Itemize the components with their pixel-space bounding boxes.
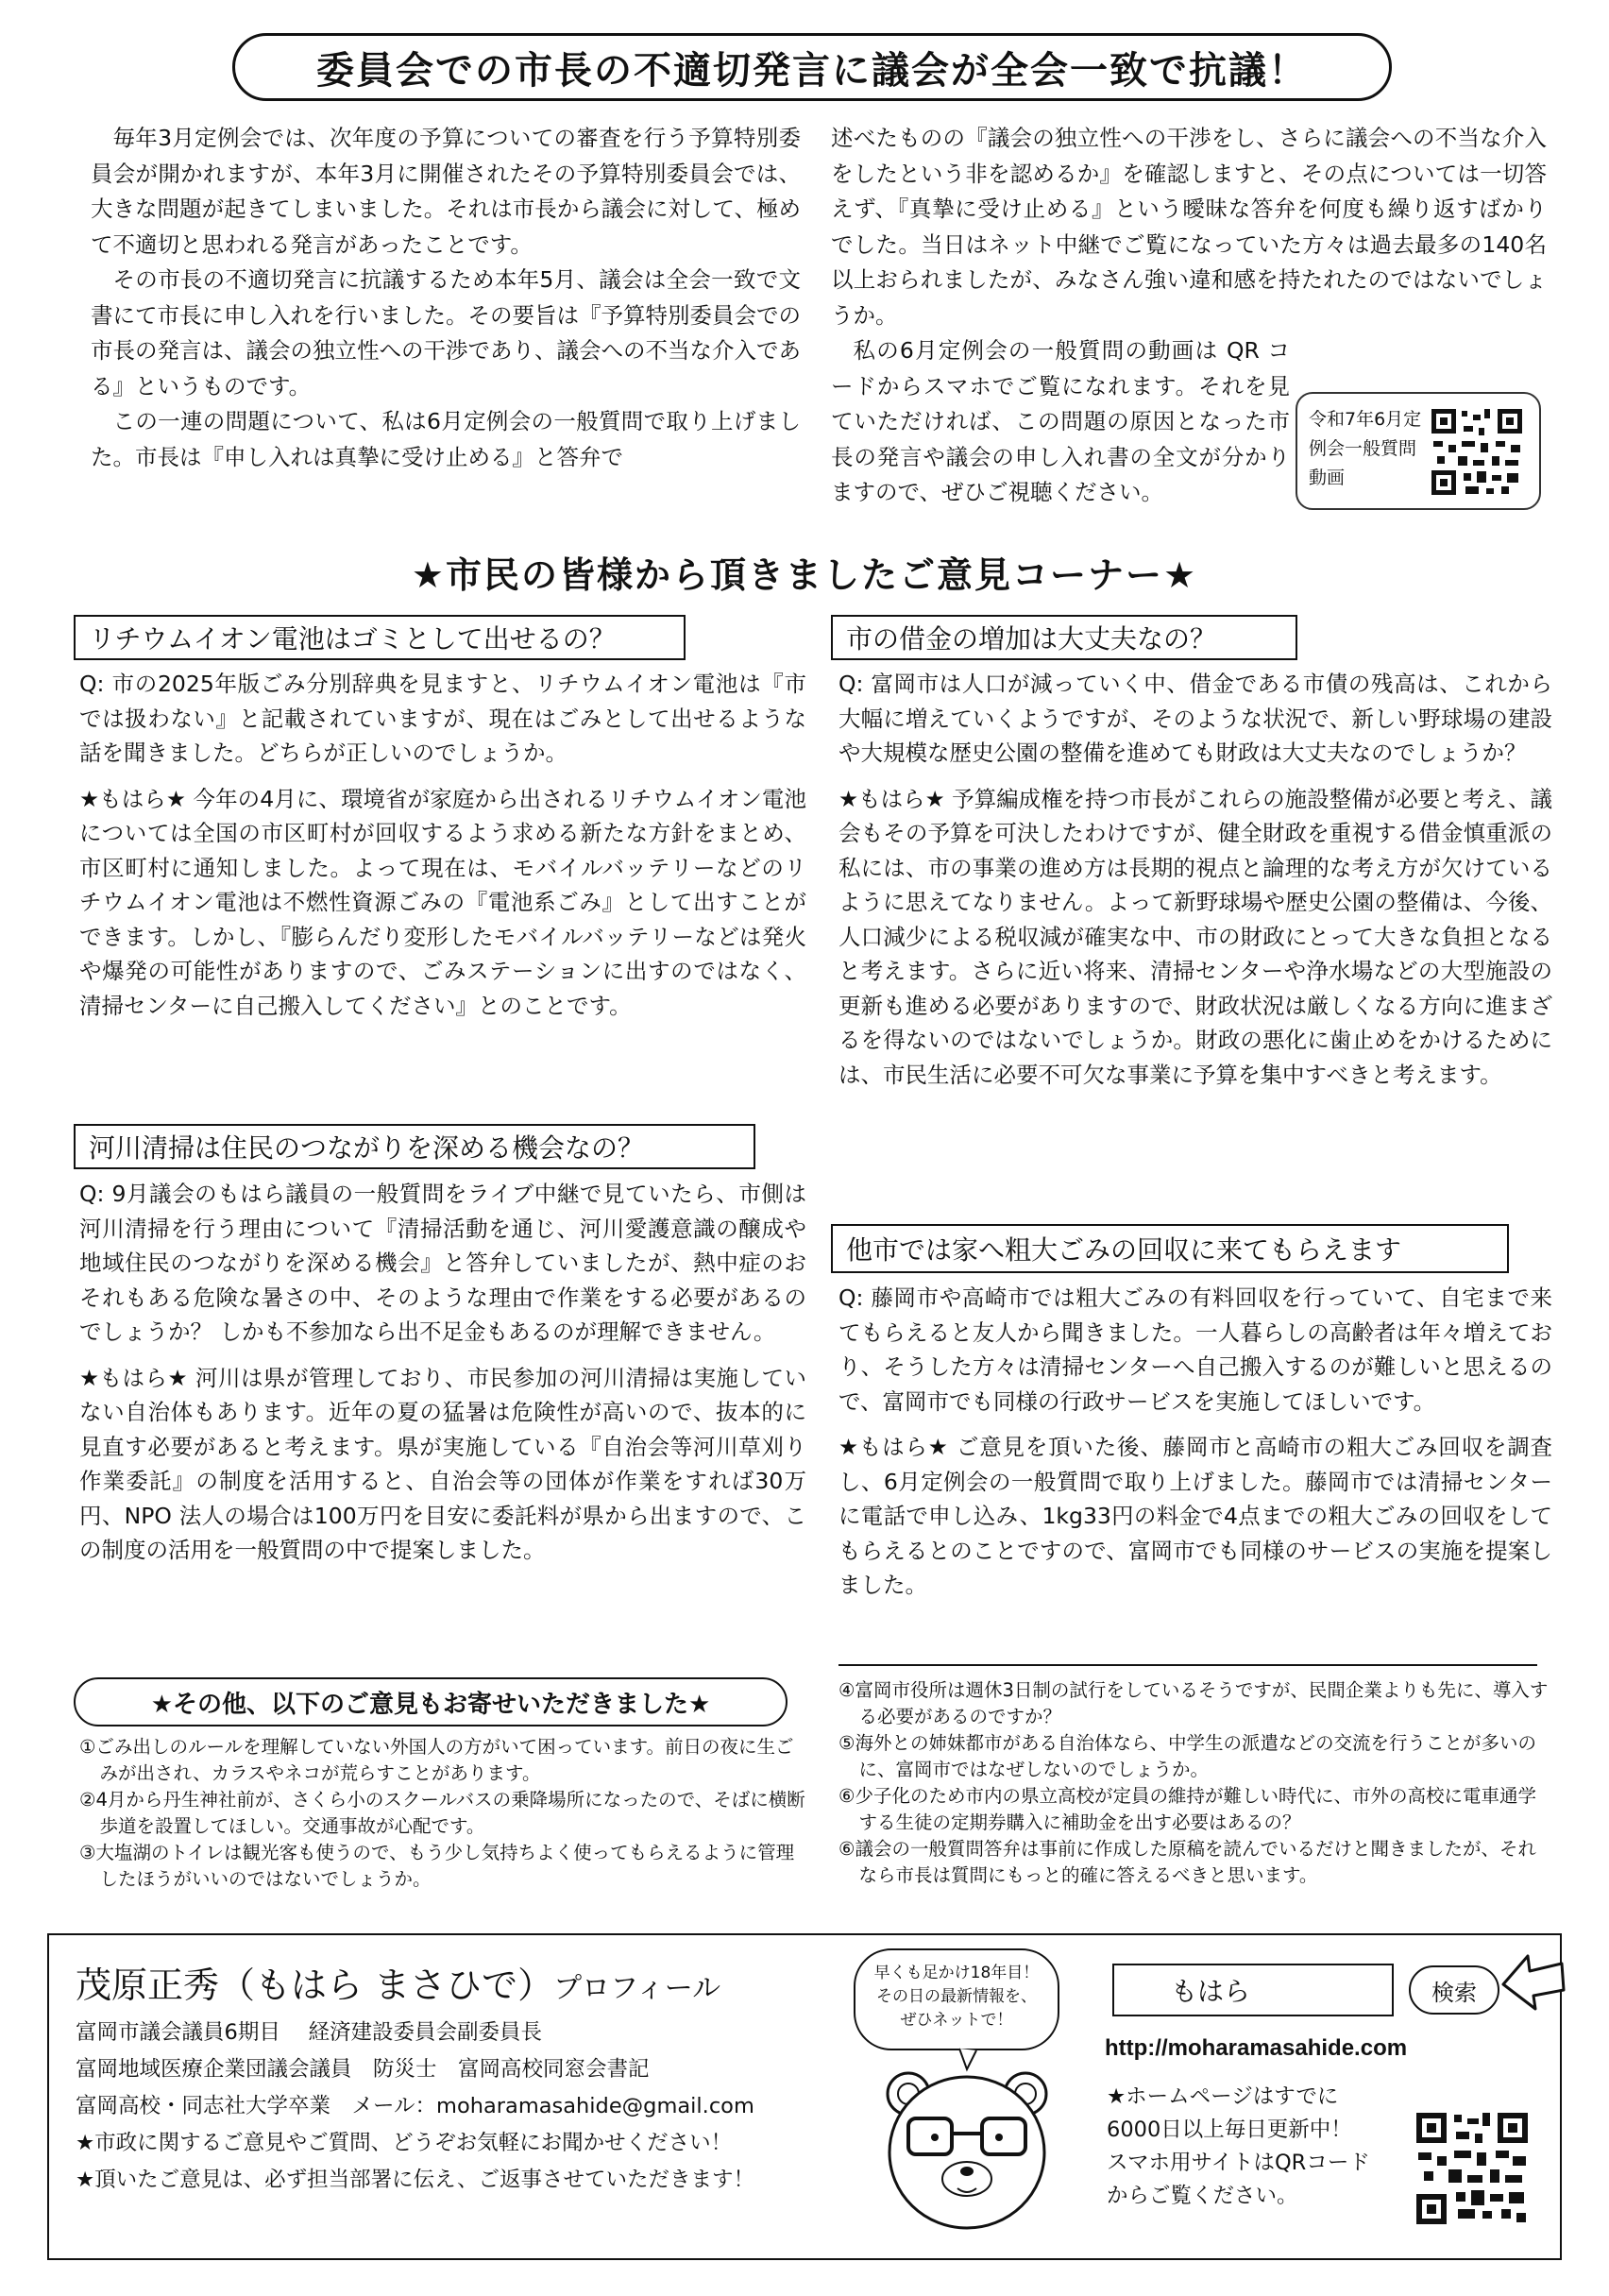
divider <box>838 1664 1537 1666</box>
opinion-answer: ★もはら★ 河川は県が管理しており、市民参加の河川清掃は実施していない自治体もあります。近年の夏の猛暑は危険性が高いので、抜本的に見直す必要があると考えます。県が実施している『自治会等河川草刈り作業委託』の制度を活用すると、自治会等の団体が作業をすれば30万円、NPO 法人の場合は100万円を目安に委託料が県から出ますので、この制度の活用を一般質問の中で提案しました。 <box>79 1364 806 1563</box>
profile-suffix: プロフィール <box>553 1972 721 2005</box>
opinion-answer: ★もはら★ 今年の4月に、環境省が家庭から出されるリチウムイオン電池については全国の市区町村が回収するよう求める新たな方針をまとめ、市区町村に通知しました。よって現在は、モバイルバッテリーなどのリチウムイオン電池は不燃性資源ごみの『電池系ごみ』として出すことができます。しかし、『膨らんだり変形したモバイルバッテリーなどは発火や爆発の可能性がありますので、ごみステーションに出すのではなく、清掃センターに自己搬入してください』とのことです。 <box>79 785 806 1019</box>
qr-label: 令和7年6月定例会一般質問動画 <box>1309 409 1422 488</box>
opinion-block <box>838 1281 1552 1614</box>
qr-spacer-pre <box>1546 333 1547 357</box>
list-item: ⑥議会の一般質問答弁は事前に作成した原稿を読んでいるだけと聞きましたが、それなら市長は質問にもっと的確に答えるべきと思います。 <box>838 1838 1536 1886</box>
opinion-question: Q: 市の2025年版ごみ分別辞典を見ますと、リチウムイオン電池は『市では扱わない』と記載されていますが、現在はごみとして出せるような話を聞きました。どちらが正しいのでしょうか。 <box>79 671 806 766</box>
bubble-line: ぜひネットで！ <box>900 2011 1013 2030</box>
profile-line: ★頂いたご意見は、必ず担当部署に伝え、ご返事させていただきます！ <box>76 2168 755 2192</box>
intro-paragraph: 述べたものの『議会の独立性への干渉をし、さらに議会への不当な介入をしたという非を認めるか』を確認しますと、その点については一切答えず、『真摯に受け止める』という曖昧な答弁を何度も繰り返すばかりでした。当日はネット中継でご覧になっていた方々は過去最多の140名以上おられましたが、みなさん強い違和感を持たれたのではないでしょうか。 <box>831 125 1547 329</box>
profile-details <box>76 2015 888 2199</box>
profile-box <box>47 1933 1562 2260</box>
opinion-heading: 他市では家へ粗大ごみの回収に来てもらえます <box>831 1224 1509 1273</box>
opinion-question: Q: 藤岡市や高崎市では粗大ごみの有料回収を行っていて、自宅まで来てもらえると友人から聞きました。一人暮らしの高齢者は年々増えており、そうした方々は清掃センターへ自己搬入するのが難しいと思えるので、富岡市でも同様の行政サービスを実施してほしいです。 <box>838 1284 1552 1415</box>
others-left-list <box>79 1734 806 1893</box>
homepage-url[interactable]: http://moharamasahide.com <box>1105 2035 1408 2061</box>
note-line: スマホ用サイトはQRコード <box>1107 2151 1370 2175</box>
others-title: ★その他、以下のご意見もお寄せいただきました★ <box>74 1677 788 1726</box>
list-item: ③大塩湖のトイレは観光客も使うので、もう少し気持ちよく使ってもらえるように管理したほうがいいのではないでしょうか。 <box>79 1842 795 1890</box>
search-input[interactable]: もはら <box>1112 1964 1394 2016</box>
homepage-note <box>1107 2081 1409 2213</box>
opinion-heading: 河川清掃は住民のつながりを深める機会なの？ <box>74 1124 755 1169</box>
qr-code-icon[interactable] <box>1430 407 1524 497</box>
note-line: ★ホームページはすでに <box>1107 2084 1339 2109</box>
pointer-arrow-icon <box>1499 1947 1567 2015</box>
profile-line: 富岡地域医療企業団議会議員 防災士 富岡高校同窓会書記 <box>76 2057 650 2082</box>
note-line: からご覧ください。 <box>1107 2184 1298 2208</box>
list-item: ⑤海外との姉妹都市がある自治体なら、中学生の派遣などの交流を行うことが多いのに、富岡市ではなぜしないのでしょうか。 <box>838 1732 1536 1780</box>
qr-code-icon[interactable] <box>1414 2111 1530 2226</box>
list-item: ⑥少子化のため市内の県立高校が定員の維持が難しい時代に、市外の高校に電車通学する生徒の定期券購入に補助金を出す必要はあるの？ <box>838 1785 1536 1833</box>
bear-mascot-icon <box>872 2047 1061 2245</box>
bubble-line: 早くも足かけ18年目！ <box>873 1964 1040 1982</box>
intro-paragraph: その市長の不適切発言に抗議するため本年5月、議会は全会一致で文書にて市長に申し入れを行いました。その要旨は『予算特別委員会での市長の発言は、議会の独立性への干渉であり、議会への不当な介入である』というものです。 <box>91 266 801 400</box>
intro-paragraph: 毎年3月定例会では、次年度の予算についての審査を行う予算特別委員会が開かれますが、本年3月に開催されたその予算特別委員会では、大きな問題が起きてしまいました。それは市長から議会に対して、極めて不適切と思われる発言があったことです。 <box>91 125 801 258</box>
opinion-block <box>79 1177 806 1579</box>
qr-video-card[interactable] <box>1296 392 1541 510</box>
opinion-answer: ★もはら★ 予算編成権を持つ市長がこれらの施設整備が必要と考え、議会もその予算を可決したわけですが、健全財政を重視する借金慎重派の私には、市の事業の進め方は長期的視点と論理的な考え方が欠けているように思えてなりません。よって新野球場や歴史公園の整備は、今後、人口減少による税収減が確実な中、市の財政にとって大きな負担となると考えます。さらに近い将来、清掃センターや浄水場などの大型施設の更新も進める必要がありますので、財政状況は厳しくなる方向に進まざるを得ないのではないでしょうか。財政の悪化に歯止めをかけるためには、市民生活に必要不可欠な事業に予算を集中すべきと考えます。 <box>838 785 1553 1088</box>
speech-bubble <box>854 1948 1059 2050</box>
opinion-block <box>79 667 806 1034</box>
note-line: 6000日以上毎日更新中！ <box>1107 2117 1352 2142</box>
page-title: 委員会での市長の不適切発言に議会が全会一致で抗議！ <box>232 33 1392 101</box>
intro-paragraph: 私の6月定例会の一般質問の動画は QR コードからスマホでご覧になれます。それを見ていただければ、この問題の原因となった市長の発言や議会の申し入れ書の全文が分かりますので、ぜひご視聴ください。 <box>831 337 1290 505</box>
profile-line: 富岡市議会議員6期目 経済建設委員会副委員長 <box>76 2020 542 2045</box>
opinions-title: ★市民の皆様から頂きましたご意見コーナー★ <box>411 554 1198 596</box>
opinion-question: Q: 9月議会のもはら議員の一般質問をライブ中継で見ていたら、市側は河川清掃を行う理由について『清掃活動を通じ、河川愛護意識の醸成や地域住民のつながりを深める機会』と答弁していましたが、熱中症のおそれもある危険な暑さの中、そのような理由で作業をする必要があるのでしょうか？ しかも不参加なら出不足金もあるのが理解できません。 <box>79 1181 806 1345</box>
profile-line: ★市政に関するご意見やご質問、どうぞお気軽にお聞かせください！ <box>76 2131 733 2155</box>
intro-paragraph: この一連の問題について、私は6月定例会の一般質問で取り上げました。市長は『申し入れは真摯に受け止める』と答弁で <box>91 408 801 470</box>
opinion-heading: 市の借金の増加は大丈夫なの？ <box>831 615 1297 660</box>
list-item: ①ごみ出しのルールを理解していない外国人の方がいて困っています。前日の夜に生ごみが出され、カラスやネコが荒らすことがあります。 <box>79 1736 794 1784</box>
list-item: ②4月から丹生神社前が、さくら小のスクールバスの乗降場所になったので、そばに横断歩道を設置してほしい。交通事故が心配です。 <box>79 1789 805 1837</box>
bubble-line: その日の最新情報を、 <box>876 1987 1037 2006</box>
opinion-heading: リチウムイオン電池はゴミとして出せるの？ <box>74 615 686 660</box>
search-button[interactable]: 検索 <box>1409 1965 1499 2015</box>
list-item: ④富岡市役所は週休3日制の試行をしているそうですが、民間企業よりも先に、導入する必要があるのですか？ <box>838 1679 1549 1727</box>
opinion-block <box>838 667 1552 1103</box>
intro-left-column <box>91 121 801 475</box>
profile-title <box>76 1956 720 2008</box>
opinion-answer: ★もはら★ ご意見を頂いた後、藤岡市と高崎市の粗大ごみ回収を調査し、6月定例会の一般質問で取り上げました。藤岡市では清掃センターに電話で申し込み、1kg33円の料金で4点までの粗大ごみの回収をしてもらえるとのことですので、富岡市でも同様のサービスの実施を提案しました。 <box>838 1434 1552 1598</box>
opinion-question: Q: 富岡市は人口が減っていく中、借金である市債の残高は、これから大幅に増えていくようですが、そのような状況で、新しい野球場の建設や大規模な歴史公園の整備を進めても財政は大丈夫なのでしょうか？ <box>838 671 1552 766</box>
profile-name: 茂原正秀（もはら まさひで） <box>76 1964 554 2006</box>
profile-line: 富岡高校・同志社大学卒業 メール：moharamasahide@gmail.com <box>76 2094 754 2118</box>
others-right-list <box>838 1677 1549 1889</box>
